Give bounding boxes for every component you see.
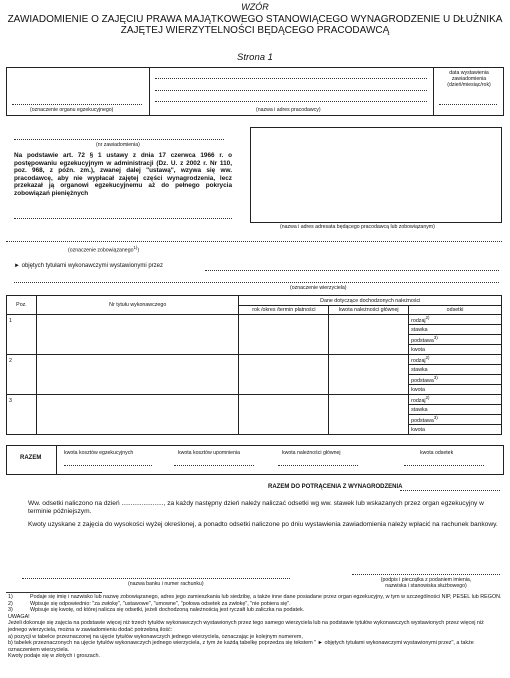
footnote-1 <box>8 594 502 601</box>
receivables-table <box>6 295 502 435</box>
total-interest-line[interactable] <box>404 465 484 466</box>
employer-label: (nazwa i adres pracodawcy) <box>256 107 321 113</box>
uwagi-last: Kwoty podaje się w złotych i groszach. <box>8 653 100 660</box>
title-line-2: ZAJĘTEJ WIERZYTELNOŚCI BĘDĄCEGO PRACODAWCĄ <box>120 25 390 36</box>
footnote-text: Podaje się imię i nazwisko lub nazwę zobowiązanego, adres jego zamieszkania lub siedzibę, a także inne dane posiadane przez organ egzekucyjny, w tym w szczególności NIP, PESEL lub REGON. <box>30 594 502 600</box>
table-row <box>7 355 502 365</box>
interest-type-cell[interactable] <box>409 355 502 365</box>
total-enforcement-costs-line[interactable] <box>64 465 152 466</box>
signature-label-line-2: nazwiska i stanowiska służbowego) <box>385 583 467 589</box>
obligor-label <box>68 245 139 254</box>
sup-3: 3) <box>433 335 438 341</box>
interest-basis-label: podstawa <box>411 337 434 344</box>
employer-line-2[interactable] <box>155 90 427 91</box>
interest-rate-label: stawka <box>411 326 428 333</box>
uwagi-point-b: b) tabelek przeznaczonych na ujęcie tytułów wykonawczych jednego wierzyciela, z tym że każdą tabelkę poprzedza się tekstem " ► objętych tytułami wykonawczymi wystawionymi przez", a także oznaczeniem wierzyciela. <box>8 640 474 653</box>
uwagi-heading: UWAGA! <box>8 613 30 620</box>
title-line-1: ZAWIADOMIENIE O ZAJĘCIU PRAWA MAJĄTKOWEGO STANOWIĄCEGO WYNAGRODZENIE U DŁUŻNIKA <box>7 14 503 25</box>
interest-type-label: rodzaj <box>411 397 426 404</box>
footnote-number: 2) <box>8 600 13 607</box>
legal-basis-paragraph: Na podstawie art. 72 § 1 ustawy z dnia 17 czerwca 1966 r. o postępowaniu egzekucyjnym w administracji (Dz. U. z 2002 r. Nr 110, poz. 968, z późn. zm.), zwanej dalej "ustawą", wzywa się ww. pracodawcę, aby nie wypłacał zajętej części wynagrodzenia, lecz przekazał ją organowi egzekucyjnemu aż do pełnego pokrycia zobowiązań pieniężnych <box>14 152 232 197</box>
obligor-label-sup: 1) <box>133 245 138 250</box>
sup-3: 3) <box>433 375 438 381</box>
interest-basis-label: podstawa <box>411 377 434 384</box>
row-poz: 2 <box>7 355 37 395</box>
interest-rate-cell[interactable] <box>409 325 502 335</box>
interest-type-label: rodzaj <box>411 357 426 364</box>
creditor-label: (oznaczenie wierzyciela) <box>290 285 347 291</box>
date-line[interactable] <box>439 104 497 105</box>
interest-amount-label: kwota <box>411 426 425 433</box>
col-interest: odsetki <box>409 306 502 315</box>
titles-issued-by <box>14 263 163 269</box>
title-number-cell[interactable] <box>36 395 239 435</box>
total-to-deduct-heading: RAZEM DO POTRĄCENIA Z WYNAGRODZENIA <box>268 484 403 490</box>
interest-note: Ww. odsetki naliczono na dzień ......................., za każdy następny dzień należy naliczać odsetki wg ww. stawek lub wskazanych przez organ egzekucyjny w terminie późniejszym. <box>28 500 484 515</box>
obligor-label-close: ) <box>137 247 140 254</box>
signature-label <box>352 577 500 589</box>
sup-2: 2) <box>425 395 430 401</box>
total-reminder-costs-label: kwota kosztów upomnienia <box>178 450 240 456</box>
uwagi-point-a: a) pozycji w tabelce przeznaczonej na ujęcie tytułów wykonawczych jednego wierzyciela, oznaczając je kolejnym numerem, <box>8 633 303 640</box>
interest-amount-cell[interactable] <box>409 385 502 395</box>
sup-3: 3) <box>433 415 438 421</box>
footnote-text: Wpisuje się kwotę, od której nalicza się odsetki, jeżeli dochodzoną należnością jest ryczałt lub zaliczka na podatek. <box>30 607 305 614</box>
year-cell[interactable] <box>239 395 329 435</box>
col-title-number: Nr tytułu wykonawczego <box>36 296 239 315</box>
title-number-cell[interactable] <box>36 315 239 355</box>
document-title <box>0 14 510 36</box>
row-poz: 3 <box>7 395 37 435</box>
interest-type-cell[interactable] <box>409 395 502 405</box>
interest-basis-label: podstawa <box>411 417 434 424</box>
addressee-label: (nazwa i adres adresata będącego pracodawcą lub zobowiązanym) <box>280 224 435 230</box>
organ-label: (oznaczenie organu egzekucyjnego) <box>30 107 114 113</box>
total-reminder-costs-line[interactable] <box>174 465 254 466</box>
arrow-right-icon: ► <box>14 263 20 269</box>
total-divider <box>56 445 57 474</box>
notice-number-line[interactable] <box>14 139 224 140</box>
titles-issued-by-text: objętych tytułami wykonawczymi wystawionymi przez <box>21 263 163 269</box>
date-label <box>438 70 500 88</box>
obligor-line[interactable] <box>6 241 502 242</box>
obligor-label-text: (oznaczenie zobowiązanego <box>68 247 134 254</box>
table-row <box>7 395 502 405</box>
sup-2: 2) <box>425 355 430 361</box>
paragraph-continuation-line[interactable] <box>14 218 232 219</box>
page-number: Strona 1 <box>237 52 273 63</box>
creditor-line-2[interactable] <box>14 282 499 283</box>
footnotes <box>8 594 502 660</box>
col-year: rok /okres /termin płatności <box>239 306 329 315</box>
table-row <box>7 315 502 325</box>
bank-account-line[interactable] <box>22 578 290 579</box>
col-group-receivables: Dane dotyczące dochodzonych należności <box>239 296 502 306</box>
sup-2: 2) <box>425 315 430 321</box>
interest-rate-cell[interactable] <box>409 405 502 415</box>
footnote-number: 3) <box>8 607 13 614</box>
interest-type-label: rodzaj <box>411 317 426 324</box>
interest-type-cell[interactable] <box>409 315 502 325</box>
total-enforcement-costs-label: kwota kosztów egzekucyjnych <box>64 450 134 456</box>
principal-cell[interactable] <box>329 355 409 395</box>
employer-line-1[interactable] <box>155 78 427 79</box>
bank-account-label: (nazwa banku i numer rachunku) <box>128 581 204 587</box>
total-principal-label: kwota należności głównej <box>282 450 341 456</box>
creditor-line-1[interactable] <box>205 270 499 271</box>
header-divider-2 <box>433 67 434 115</box>
footnote-number: 1) <box>8 594 13 600</box>
wzor-label: WZÓR <box>241 2 269 12</box>
year-cell[interactable] <box>239 355 329 395</box>
interest-rate-label: stawka <box>411 366 428 373</box>
signature-line[interactable] <box>352 574 500 575</box>
col-principal: kwota należności głównej <box>329 306 409 315</box>
header-divider-1 <box>149 67 150 115</box>
employer-line-3[interactable] <box>155 101 427 102</box>
principal-cell[interactable] <box>329 315 409 355</box>
total-interest-label: kwota odsetek <box>420 450 454 456</box>
date-label-line-3: (dzień/miesiąc/rok) <box>447 82 491 88</box>
interest-basis-cell[interactable] <box>409 415 502 425</box>
notice-number-label: (nr zawiadomienia) <box>96 142 140 148</box>
footnote-text: Wpisuje się odpowiednio: "za zwłokę", "ustawowe", "umowne", "połowa odsetek za zwłokę", "nie pobiera się". <box>30 600 291 607</box>
total-to-deduct-line[interactable] <box>400 490 500 491</box>
total-principal-line[interactable] <box>278 465 358 466</box>
date-label-line-1: data wystawienia <box>449 70 489 76</box>
interest-basis-cell[interactable] <box>409 335 502 345</box>
addressee-box <box>250 127 502 223</box>
interest-rate-label: stawka <box>411 406 428 413</box>
footnote-rule <box>6 592 102 593</box>
row-poz: 1 <box>7 315 37 355</box>
interest-rate-cell[interactable] <box>409 365 502 375</box>
signature-label-line-1: (podpis i pieczątka z podaniem imienia, <box>380 577 472 583</box>
interest-amount-label: kwota <box>411 346 425 353</box>
interest-amount-cell[interactable] <box>409 425 502 435</box>
interest-amount-cell[interactable] <box>409 345 502 355</box>
interest-amount-label: kwota <box>411 386 425 393</box>
col-poz: Poz. <box>7 296 37 315</box>
organ-line[interactable] <box>12 104 142 105</box>
year-cell[interactable] <box>239 315 329 355</box>
transfer-note: Kwoty uzyskane z zajęcia do wysokości wyżej określonej, a ponadto odsetki naliczone po dniu wystawienia zawiadomienia należy wpłacić na rachunek bankowy. <box>28 521 498 528</box>
uwagi-intro: Jeżeli dokonuje się zajęcia na podstawie więcej niż trzech tytułów wykonawczych wystawionych przez tego samego wierzyciela lub na podstawie tytułów wykonawczych wystawionych przez więcej niż jednego wierzyciela, można w zawiadomieniu dodać potrzebną ilość: <box>8 620 484 633</box>
interest-basis-cell[interactable] <box>409 375 502 385</box>
principal-cell[interactable] <box>329 395 409 435</box>
footnote-3 <box>8 607 502 614</box>
footnote-2 <box>8 601 502 608</box>
title-number-cell[interactable] <box>36 355 239 395</box>
date-label-line-2: zawiadomienia <box>451 76 487 82</box>
total-label: RAZEM <box>20 455 42 461</box>
